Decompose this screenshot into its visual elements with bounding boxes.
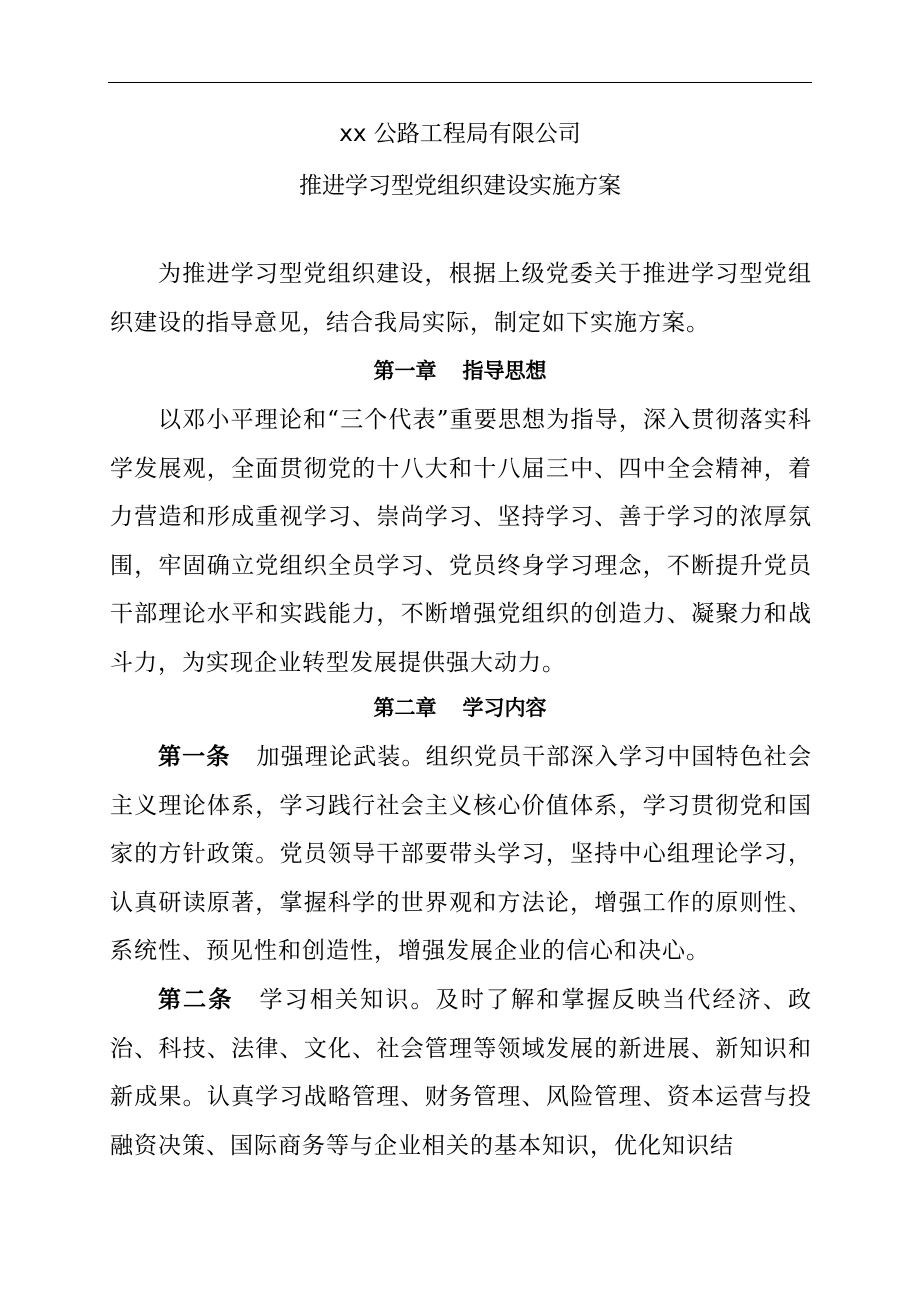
- article-1-label: 第一条: [158, 744, 231, 770]
- header-rule: [108, 82, 812, 83]
- chapter-1-heading: [0, 356, 920, 386]
- article-1-paragraph: [110, 733, 812, 976]
- chapter-2-name: 学习内容: [462, 696, 547, 720]
- article-2-text: 学习相关知识。及时了解和掌握反映当代经济、政治、科技、法律、文化、社会管理等领域发展的新进展、新知识和新成果。认真学习战略管理、财务管理、风险管理、资本运营与投融资决策、国际商务等与企业相关的基本知识，优化知识结: [110, 987, 812, 1159]
- chapter-2-heading: [0, 693, 920, 723]
- chapter-1-paragraph: 以邓小平理论和“三个代表”重要思想为指导，深入贯彻落实科学发展观，全面贯彻党的十八大和十八届三中、四中全会精神，着力营造和形成重视学习、崇尚学习、坚持学习、善于学习的浓厚氛围，牢固确立党组织全员学习、党员终身学习理念，不断提升党员干部理论水平和实践能力，不断增强党组织的创造力、凝聚力和战斗力，为实现企业转型发展提供强大动力。: [110, 407, 812, 676]
- company-title: xx 公路工程局有限公司: [339, 121, 581, 147]
- chapter-1-number: 第一章: [373, 359, 437, 383]
- article-1-text: 加强理论武装。组织党员干部深入学习中国特色社会主义理论体系，学习践行社会主义核心价值体系，学习贯彻党和国家的方针政策。党员领导干部要带头学习，坚持中心组理论学习，认真研读原著，掌握科学的世界观和方法论，增强工作的原则性、系统性、预见性和创造性，增强发展企业的信心和决心。: [110, 744, 813, 965]
- intro-paragraph: 为推进学习型党组织建设，根据上级党委关于推进学习型党组织建设的指导意见，结合我局实际，制定如下实施方案。: [110, 261, 812, 336]
- chapter-1-name: 指导思想: [462, 359, 547, 383]
- article-2-paragraph: [110, 976, 812, 1170]
- document-title: 推进学习型党组织建设实施方案: [299, 173, 621, 199]
- article-2-label: 第二条: [158, 987, 234, 1013]
- chapter-2-number: 第二章: [373, 696, 437, 720]
